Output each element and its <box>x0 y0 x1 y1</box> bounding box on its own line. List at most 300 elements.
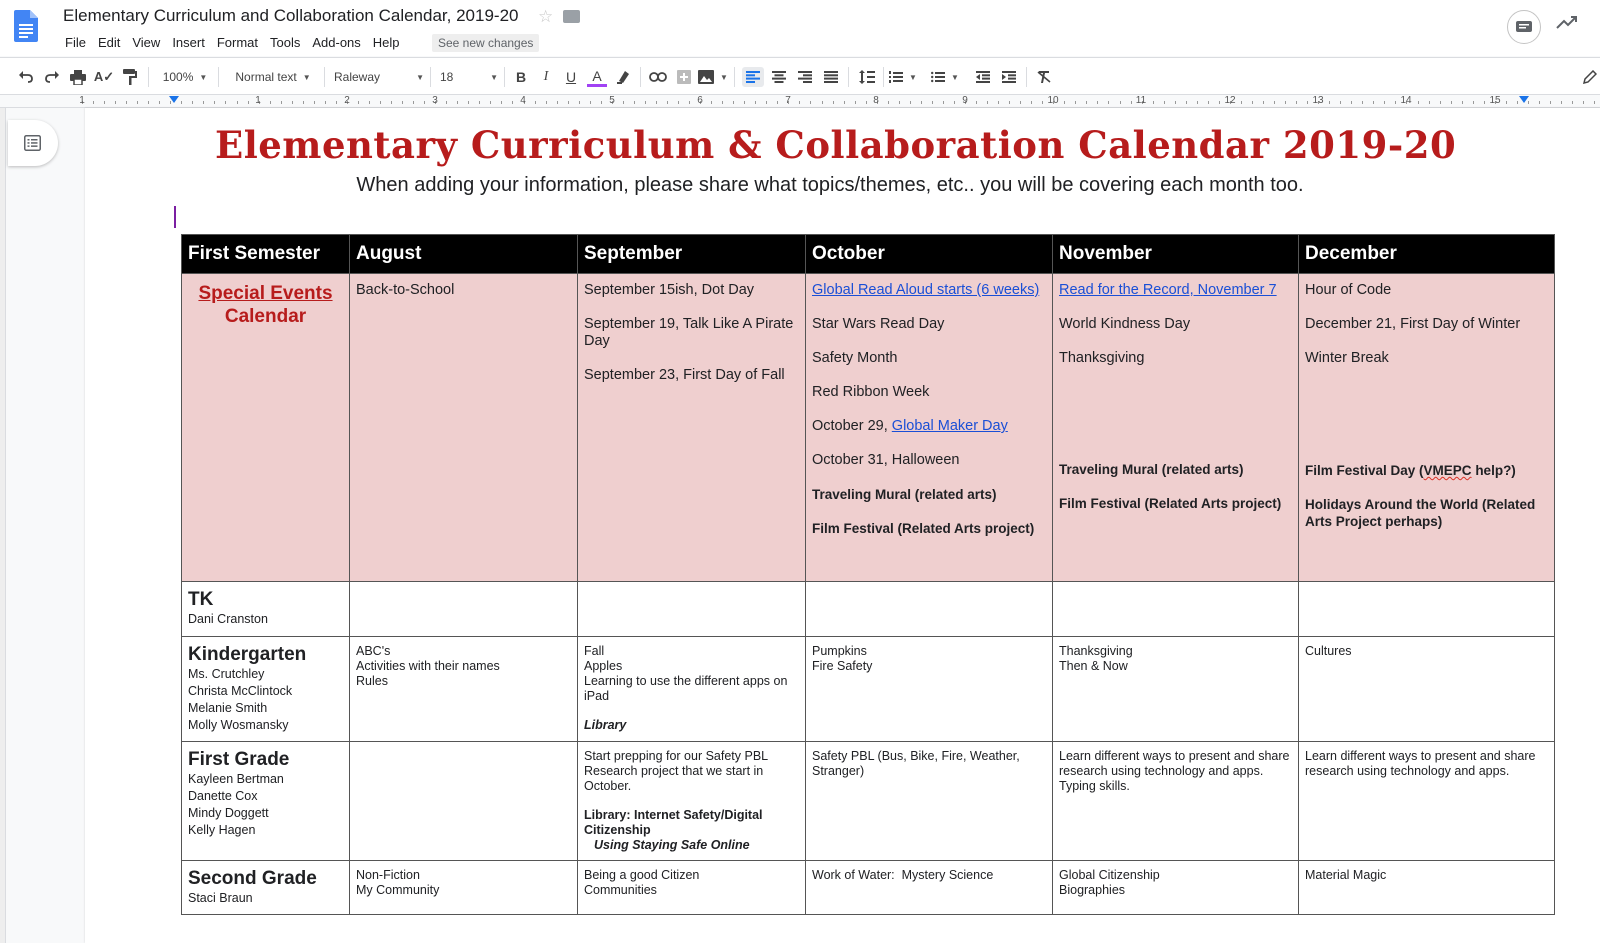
decrease-indent-icon[interactable] <box>972 67 994 87</box>
grade-name: First Grade <box>188 749 290 770</box>
ruler-tick <box>546 101 547 104</box>
chevron-down-icon: ▼ <box>951 72 959 82</box>
tk-october-cell[interactable] <box>806 582 1053 637</box>
list-item: Material Magic <box>1305 868 1387 882</box>
list-item: Cultures <box>1305 644 1352 658</box>
grade-kinder-cell[interactable] <box>182 637 350 742</box>
list-item: Star Wars Read Day <box>812 316 945 332</box>
ruler-tick <box>1484 101 1485 104</box>
align-left-icon[interactable] <box>742 67 764 87</box>
ruler-tick <box>314 101 315 104</box>
ruler-tick <box>1362 101 1363 104</box>
outline-icon <box>24 135 41 151</box>
menu-format[interactable]: Format <box>216 35 258 50</box>
list-item: ABC's <box>356 644 391 658</box>
ruler-tick <box>490 101 491 104</box>
events-december-cell[interactable] <box>1299 274 1555 582</box>
ruler-tick <box>468 101 469 104</box>
list-item: Work of Water: Mystery Science <box>812 868 994 882</box>
ruler-tick <box>292 101 293 104</box>
ruler-tick <box>1594 101 1595 104</box>
ruler-tick <box>932 101 933 104</box>
teacher-name: Ms. Crutchley <box>188 667 265 681</box>
redo-icon[interactable] <box>42 67 62 87</box>
ruler-tick <box>557 101 558 104</box>
list-item <box>1305 462 1548 479</box>
font-size-value: 18 <box>440 70 454 84</box>
library-label: Library <box>584 718 627 732</box>
activity-trend-icon[interactable] <box>1556 14 1578 30</box>
list-item: Traveling Mural (related arts) <box>1059 462 1244 477</box>
ruler-tick <box>181 101 182 104</box>
teacher-name: Molly Wosmansky <box>188 718 289 732</box>
ruler-tick <box>446 101 447 104</box>
ruler-tick <box>1086 101 1087 104</box>
first-december-cell[interactable] <box>1299 742 1555 861</box>
ruler-tick <box>844 101 845 104</box>
kinder-august-cell[interactable] <box>350 637 578 742</box>
ruler-tick <box>1395 101 1396 104</box>
ruler-tick <box>1042 101 1043 104</box>
formatting-toolbar <box>0 57 1600 95</box>
ruler-tick <box>159 101 160 104</box>
special-events-title-line2: Calendar <box>224 306 307 327</box>
list-item: Activities with their names <box>356 659 500 673</box>
style-value: Normal text <box>235 70 297 84</box>
ruler-tick <box>380 101 381 104</box>
toolbar-separator <box>324 67 325 87</box>
ruler-tick <box>270 101 271 104</box>
ruler-tick <box>855 101 856 104</box>
ruler-tick <box>424 101 425 104</box>
teacher-name: Kelly Hagen <box>188 823 256 837</box>
ruler-tick <box>1517 101 1518 104</box>
header-first-semester[interactable]: First Semester <box>182 235 350 274</box>
align-right-icon[interactable] <box>794 67 816 87</box>
ruler-tick <box>810 101 811 104</box>
ruler-tick <box>501 101 502 104</box>
bulleted-list-button[interactable] <box>930 67 960 87</box>
grade-name: TK <box>188 589 214 610</box>
kinder-october-cell[interactable] <box>806 637 1053 742</box>
font-size-select[interactable] <box>440 67 498 87</box>
toolbar-separator <box>1026 67 1027 87</box>
ruler-tick <box>579 101 580 104</box>
table-header-row <box>182 235 1555 274</box>
ruler-tick <box>1351 101 1352 104</box>
list-item: September 19, Talk Like A Pirate Day <box>584 316 794 349</box>
first-august-cell[interactable] <box>350 742 578 861</box>
toolbar-separator <box>148 67 149 87</box>
events-august-cell[interactable] <box>350 274 578 582</box>
ruler-tick <box>369 101 370 104</box>
ruler-tick <box>888 101 889 104</box>
ruler-tick <box>1462 101 1463 104</box>
film-festival-suffix: help?) <box>1471 463 1516 478</box>
comment-history-icon <box>1515 18 1533 36</box>
header-august[interactable]: August <box>350 235 578 274</box>
ruler-tick <box>1131 101 1132 104</box>
table-row <box>182 582 1555 637</box>
list-item: December 21, First Day of Winter <box>1305 316 1521 332</box>
list-item: Fall <box>584 644 605 658</box>
ruler-tick <box>1153 101 1154 104</box>
menu-bar <box>59 33 406 52</box>
ruler-tick <box>711 101 712 104</box>
toolbar-separator <box>640 67 641 87</box>
menu-tools[interactable]: Tools <box>270 35 301 50</box>
second-september-cell[interactable] <box>578 861 806 915</box>
add-comment-icon[interactable] <box>674 67 694 87</box>
ruler-tick <box>137 101 138 104</box>
list-item: Learning to use the different apps on iPad <box>584 674 788 703</box>
ruler-tick <box>987 101 988 104</box>
highlight-icon[interactable] <box>613 67 633 87</box>
ruler-tick <box>667 101 668 104</box>
ruler-tick <box>1340 101 1341 104</box>
list-item: Rules <box>356 674 388 688</box>
header-september[interactable]: September <box>578 235 806 274</box>
ruler-tick <box>755 101 756 104</box>
list-item: Thanksgiving <box>1059 644 1133 658</box>
global-maker-day-link[interactable]: Global Maker Day <box>891 418 1008 434</box>
ruler-tick <box>722 101 723 104</box>
table-row <box>182 861 1555 915</box>
events-september-cell[interactable] <box>578 274 806 582</box>
ruler-number: 3 <box>432 95 438 106</box>
events-november-cell[interactable] <box>1053 274 1299 582</box>
ruler-tick <box>1473 101 1474 104</box>
undo-icon[interactable] <box>16 67 36 87</box>
toolbar-separator <box>883 67 884 87</box>
ruler-tick <box>1197 101 1198 104</box>
zoom-select[interactable] <box>158 67 212 87</box>
ruler-number: 15 <box>1489 95 1501 106</box>
align-center-icon[interactable] <box>768 67 790 87</box>
list-item: September 15ish, Dot Day <box>584 282 755 298</box>
ruler-tick <box>1164 101 1165 104</box>
link-icon[interactable] <box>648 67 668 87</box>
ruler-number: 8 <box>873 95 879 106</box>
ruler-tick <box>457 101 458 104</box>
docs-logo-icon[interactable] <box>14 10 38 42</box>
numbered-list-button[interactable] <box>888 67 918 87</box>
chevron-down-icon: ▼ <box>720 72 728 82</box>
ruler-tick <box>976 101 977 104</box>
ruler-tick <box>799 101 800 104</box>
ruler-tick <box>1451 101 1452 104</box>
first-october-cell[interactable] <box>806 742 1053 861</box>
header-october[interactable]: October <box>806 235 1053 274</box>
list-item: Thanksgiving <box>1059 350 1145 366</box>
ruler-tick <box>126 101 127 104</box>
ruler-tick <box>535 101 536 104</box>
list-item: September 23, First Day of Fall <box>584 367 785 383</box>
ruler-tick <box>1252 101 1253 104</box>
menu-help[interactable]: Help <box>372 35 400 50</box>
ruler-tick <box>1108 101 1109 104</box>
ruler-tick <box>115 101 116 104</box>
ruler-tick <box>1506 101 1507 104</box>
text-color-button[interactable]: A <box>587 67 607 87</box>
list-item: Safety PBL (Bus, Bike, Fire, Weather, Stranger) <box>812 749 1020 778</box>
spacer <box>584 794 799 808</box>
clear-formatting-icon[interactable] <box>1033 67 1055 87</box>
tk-november-cell[interactable] <box>1053 582 1299 637</box>
teacher-name: Christa McClintock <box>188 684 293 698</box>
paint-format-icon[interactable] <box>120 67 140 87</box>
menu-insert[interactable]: Insert <box>172 35 205 50</box>
font-select[interactable] <box>334 67 424 87</box>
list-item: Communities <box>584 883 657 897</box>
ruler-tick <box>1373 101 1374 104</box>
first-september-cell[interactable] <box>578 742 806 861</box>
ruler-number: 1 <box>255 95 261 106</box>
ruler-number: 2 <box>344 95 350 106</box>
grade-first-cell[interactable] <box>182 742 350 861</box>
list-item: October 31, Halloween <box>812 452 960 468</box>
ruler-number: 6 <box>697 95 703 106</box>
text-cursor <box>174 206 176 228</box>
ruler-tick <box>1384 101 1385 104</box>
tk-december-cell[interactable] <box>1299 582 1555 637</box>
justify-icon[interactable] <box>820 67 842 87</box>
document-title[interactable]: Elementary Curriculum and Collaboration Calendar, 2019-20 <box>63 6 519 25</box>
ruler-tick <box>1539 101 1540 104</box>
list-item: Holidays Around the World (Related Arts Project perhaps) <box>1305 497 1536 529</box>
kinder-december-cell[interactable] <box>1299 637 1555 742</box>
read-for-the-record-link[interactable]: Read for the Record, November 7 <box>1059 282 1277 298</box>
increase-indent-icon[interactable] <box>998 67 1020 87</box>
document-heading[interactable]: Elementary Curriculum & Collaboration Calendar 2019-20 <box>215 123 1457 167</box>
ruler-number: 7 <box>785 95 791 106</box>
second-august-cell[interactable] <box>350 861 578 915</box>
special-events-title[interactable] <box>188 282 343 328</box>
numbered-list-icon <box>889 71 903 83</box>
chevron-down-icon: ▼ <box>416 72 424 82</box>
ruler-tick <box>866 101 867 104</box>
line-spacing-icon[interactable] <box>856 67 878 87</box>
ruler-tick <box>1009 101 1010 104</box>
spellcheck-icon[interactable]: A✓ <box>93 69 115 84</box>
ruler-tick <box>1418 101 1419 104</box>
toolbar-separator <box>218 67 219 87</box>
ruler-tick <box>899 101 900 104</box>
list-item: Global Citizenship <box>1059 868 1160 882</box>
first-november-cell[interactable] <box>1053 742 1299 861</box>
list-item: Then & Now <box>1059 659 1128 673</box>
editing-mode-icon[interactable] <box>1580 67 1600 87</box>
chevron-down-icon: ▼ <box>302 72 311 82</box>
second-november-cell[interactable] <box>1053 861 1299 915</box>
font-value: Raleway <box>334 70 381 84</box>
ruler-tick <box>1064 101 1065 104</box>
ruler-tick <box>1186 101 1187 104</box>
ruler-tick <box>656 101 657 104</box>
ruler-tick <box>1285 101 1286 104</box>
menu-edit[interactable]: Edit <box>97 35 121 50</box>
teacher-name: Dani Cranston <box>188 612 268 626</box>
ruler-tick <box>1175 101 1176 104</box>
grade-tk-cell[interactable] <box>182 582 350 637</box>
document-page[interactable] <box>85 108 1600 943</box>
menu-view[interactable]: View <box>132 35 161 50</box>
comments-button[interactable] <box>1507 10 1541 44</box>
ruler-tick <box>225 101 226 104</box>
ruler-tick <box>303 101 304 104</box>
document-subheading[interactable]: When adding your information, please share what topics/themes, etc.. you will be covering each month too. <box>356 174 1304 196</box>
ruler-tick <box>568 101 569 104</box>
ruler-tick <box>170 101 171 104</box>
list-item: Learn different ways to present and share research using technology and apps. Typing skills. <box>1059 749 1290 793</box>
ruler-tick <box>590 101 591 104</box>
italic-button[interactable]: I <box>543 69 549 84</box>
second-december-cell[interactable] <box>1299 861 1555 915</box>
ruler-tick <box>623 101 624 104</box>
ruler-tick <box>943 101 944 104</box>
bulleted-list-icon <box>931 71 945 83</box>
ruler-tick <box>1020 101 1021 104</box>
special-events-cell[interactable] <box>182 274 350 582</box>
star-icon[interactable]: ☆ <box>538 7 554 26</box>
ruler-tick <box>1031 101 1032 104</box>
grade-second-cell[interactable] <box>182 861 350 915</box>
toolbar-separator <box>848 67 849 87</box>
ruler-tick <box>766 101 767 104</box>
list-item: World Kindness Day <box>1059 316 1191 332</box>
list-item: Safety Month <box>812 350 898 366</box>
ruler-number: 13 <box>1312 95 1324 106</box>
ruler-tick <box>910 101 911 104</box>
ruler-number: 5 <box>609 95 615 106</box>
zoom-value: 100% <box>162 70 194 84</box>
ruler-number: 10 <box>1047 95 1059 106</box>
folder-icon[interactable] <box>563 10 580 23</box>
ruler-tick <box>777 101 778 104</box>
ruler-tick <box>733 101 734 104</box>
list-item: Film Festival (Related Arts project) <box>1059 496 1282 511</box>
ruler-tick <box>1296 101 1297 104</box>
ruler-tick <box>214 101 215 104</box>
ruler-tick <box>1274 101 1275 104</box>
ruler-tick <box>1550 101 1551 104</box>
ruler-tick <box>678 101 679 104</box>
tk-august-cell[interactable] <box>350 582 578 637</box>
teacher-name: Mindy Doggett <box>188 806 269 820</box>
style-select[interactable] <box>228 67 318 87</box>
ruler-number: 9 <box>962 95 968 106</box>
ruler-tick <box>921 101 922 104</box>
ruler-tick <box>237 101 238 104</box>
list-item: Winter Break <box>1305 350 1389 366</box>
print-icon[interactable] <box>68 67 88 87</box>
menu-file[interactable]: File <box>65 35 86 50</box>
list-item: Biographies <box>1059 883 1126 897</box>
header-november[interactable]: November <box>1053 235 1299 274</box>
list-item: Traveling Mural (related arts) <box>812 487 997 502</box>
ruler-tick <box>336 101 337 104</box>
list-item: Learn different ways to present and share research using technology and apps. <box>1305 749 1536 778</box>
ruler-tick <box>104 101 105 104</box>
list-item: Red Ribbon Week <box>812 384 930 400</box>
misspelled-word[interactable]: VMEPC <box>1423 463 1472 478</box>
list-item: My Community <box>356 883 440 897</box>
ruler-tick <box>192 101 193 104</box>
list-item: Film Festival (Related Arts project) <box>812 521 1035 536</box>
ruler-tick <box>203 101 204 104</box>
ruler-tick <box>1440 101 1441 104</box>
special-events-link[interactable]: Special Events <box>198 283 333 304</box>
ruler-tick <box>479 101 480 104</box>
toolbar-separator <box>734 67 735 87</box>
ruler-tick <box>645 101 646 104</box>
horizontal-ruler[interactable] <box>0 96 1600 108</box>
ruler-tick <box>325 101 326 104</box>
ruler-tick <box>1307 101 1308 104</box>
ruler-number: 1 <box>79 95 85 106</box>
ruler-tick <box>689 101 690 104</box>
ruler-tick <box>1120 101 1121 104</box>
menu-addons[interactable]: Add-ons <box>312 35 361 50</box>
film-festival-prefix: Film Festival Day ( <box>1305 463 1424 478</box>
header-december[interactable]: December <box>1299 235 1555 274</box>
ruler-tick <box>634 101 635 104</box>
list-item: Hour of Code <box>1305 282 1392 298</box>
ruler-tick <box>93 101 94 104</box>
ruler-tick <box>1097 101 1098 104</box>
list-item: Start prepping for our Safety PBL Research project that we start in October. <box>584 749 768 793</box>
list-item: Pumpkins <box>812 644 867 658</box>
insert-image-button[interactable] <box>698 67 728 87</box>
teacher-name: Melanie Smith <box>188 701 268 715</box>
chevron-down-icon: ▼ <box>490 72 498 82</box>
tk-september-cell[interactable] <box>578 582 806 637</box>
ruler-tick <box>744 101 745 104</box>
bold-button[interactable]: B <box>515 69 527 85</box>
image-icon <box>698 70 714 84</box>
list-item: Using Staying Safe Online <box>594 838 750 852</box>
global-read-aloud-link[interactable]: Global Read Aloud starts (6 weeks) <box>812 282 1040 298</box>
ruler-tick <box>1219 101 1220 104</box>
underline-button[interactable]: U <box>565 69 577 85</box>
list-item <box>812 418 1046 435</box>
second-october-cell[interactable] <box>806 861 1053 915</box>
ruler-tick <box>1429 101 1430 104</box>
kinder-september-cell[interactable] <box>578 637 806 742</box>
ruler-tick <box>1208 101 1209 104</box>
teacher-name: Danette Cox <box>188 789 258 803</box>
ruler-tick <box>1528 101 1529 104</box>
ruler-tick <box>1241 101 1242 104</box>
teacher-name: Staci Braun <box>188 891 253 905</box>
ruler-tick <box>1263 101 1264 104</box>
ruler-tick <box>1075 101 1076 104</box>
kinder-november-cell[interactable] <box>1053 637 1299 742</box>
ruler-tick <box>281 101 282 104</box>
list-item: Back-to-School <box>356 282 455 298</box>
see-new-changes-button[interactable]: See new changes <box>432 34 539 52</box>
document-outline-button[interactable] <box>8 120 58 166</box>
ruler-tick <box>402 101 403 104</box>
ruler-tick <box>601 101 602 104</box>
ruler-tick <box>998 101 999 104</box>
events-october-cell[interactable] <box>806 274 1053 582</box>
ruler-number: 11 <box>1135 95 1147 106</box>
ruler-tick <box>822 101 823 104</box>
ruler-tick <box>954 101 955 104</box>
vertical-ruler <box>0 108 6 943</box>
ruler-tick <box>1583 101 1584 104</box>
